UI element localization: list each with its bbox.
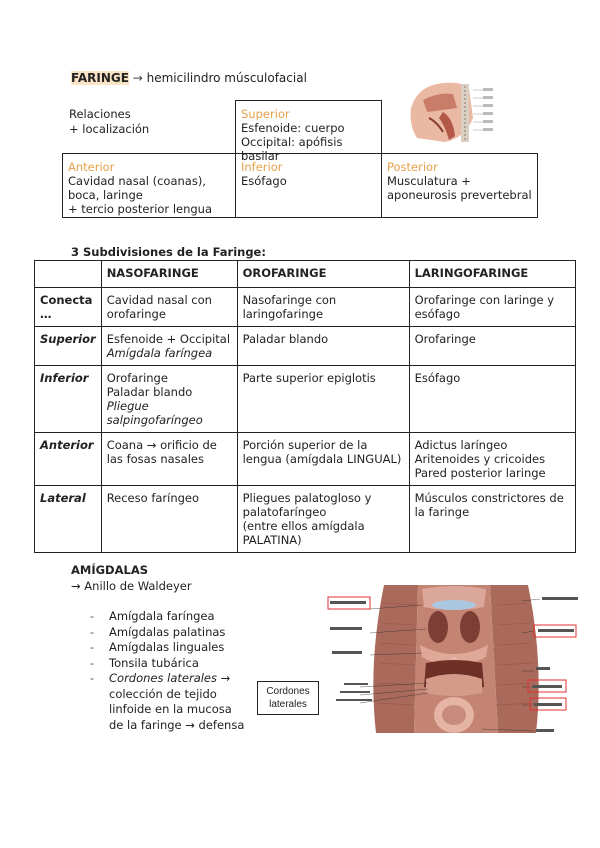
table-header-oro: OROFARINGE — [237, 261, 409, 288]
cell-line: Pliegues palatogloso y palatofaríngeo — [242, 491, 372, 519]
section-title — [71, 71, 307, 85]
list-item-cordones — [90, 671, 244, 733]
amigdalas-title: AMÍGDALAS — [71, 563, 149, 577]
relation-text: Esófago — [241, 174, 287, 188]
relation-text: Musculatura + — [387, 174, 471, 188]
table-header-naso: NASOFARINGE — [101, 261, 237, 288]
table-row-lateral — [35, 486, 576, 553]
table-row-anterior — [35, 433, 576, 486]
table-row-conecta — [35, 288, 576, 327]
arrow-icon: → — [217, 671, 231, 685]
relation-box-superior — [235, 100, 382, 163]
cordones-line: laterales — [269, 699, 307, 710]
cell: Orofaringe con laringe y esófago — [409, 288, 575, 327]
cell: Músculos constrictores de la faringe — [409, 486, 575, 553]
table-header-row — [35, 261, 576, 288]
row-head: Lateral — [35, 486, 102, 553]
cell: Receso faríngeo — [101, 486, 237, 553]
table-row-inferior — [35, 366, 576, 433]
relation-box-posterior — [381, 153, 538, 218]
relation-box-anterior — [62, 153, 236, 218]
relation-text: Esfenoide: cuerpo — [241, 121, 345, 135]
table-header-empty — [35, 261, 102, 288]
list-item-italic: Cordones laterales — [109, 671, 218, 685]
cell-line: Paladar blando — [106, 385, 193, 399]
list-item-text: Tonsila tubárica — [109, 655, 199, 670]
pharynx-posterior-view-image — [322, 583, 584, 739]
cell-line: (entre ellos amígdala PALATINA) — [242, 519, 365, 547]
row-head: Anterior — [35, 433, 102, 486]
list-item-text: linfoide en la mucosa — [109, 702, 232, 716]
cell-line: Aritenoides y cricoides — [414, 452, 546, 466]
arrow-icon: → — [132, 71, 143, 85]
list-item-text: Amígdala faríngea — [109, 609, 215, 623]
list-item — [90, 609, 244, 625]
cell: Esófago — [409, 366, 575, 433]
cell-line: Esfenoide + Occipital — [106, 332, 231, 346]
subdivisions-title: 3 Subdivisiones de la Faringe: — [71, 245, 266, 259]
cell: Parte superior epiglotis — [237, 366, 409, 433]
list-item — [90, 640, 244, 656]
subdivisions-table — [34, 260, 576, 553]
amigdalas-list — [90, 609, 244, 733]
cell: Porción superior de la lengua (amígdala LINGUAL) — [237, 433, 409, 486]
relation-text: aponeurosis prevertebral — [387, 188, 532, 202]
relation-heading: Superior — [241, 107, 290, 121]
cell — [101, 366, 237, 433]
cell — [237, 486, 409, 553]
dash-bullet: - — [90, 640, 95, 654]
relation-heading: Posterior — [387, 160, 438, 174]
amigdalas-subtitle: → Anillo de Waldeyer — [71, 579, 192, 593]
list-item-text: Amígdalas linguales — [109, 640, 225, 654]
relation-text: Cavidad nasal (coanas), — [68, 174, 206, 188]
row-head: Conecta … — [35, 288, 102, 327]
cell — [409, 433, 575, 486]
cordones-line: Cordones — [266, 686, 310, 697]
cell-line: Amígdala faríngea — [106, 346, 213, 360]
relation-text: boca, laringe — [68, 188, 143, 202]
definition-text: hemicilindro músculofacial — [146, 71, 307, 85]
cell — [101, 327, 237, 366]
cell: Coana → orificio de las fosas nasales — [101, 433, 237, 486]
list-item-text: Amígdalas palatinas — [109, 624, 226, 639]
cell-line: Pliegue salpingofaríngeo — [106, 399, 203, 427]
cell: Nasofaringe con laringofaringe — [237, 288, 409, 327]
relations-label — [69, 107, 149, 137]
cell: Paladar blando — [237, 327, 409, 366]
relation-heading: Inferior — [241, 160, 283, 174]
relations-label-line2: + localización — [69, 122, 150, 136]
row-head: Inferior — [35, 366, 102, 433]
term-highlight: FARINGE — [71, 71, 129, 85]
dash-bullet: - — [90, 609, 95, 623]
cell: Orofaringe — [409, 327, 575, 366]
relation-heading: Anterior — [68, 160, 115, 174]
list-item-text: colección de tejido — [109, 686, 217, 701]
list-item-text: de la faringe → defensa — [109, 717, 245, 732]
dash-bullet: - — [90, 624, 95, 639]
relation-box-inferior — [235, 153, 382, 218]
dash-bullet: - — [90, 671, 95, 685]
list-item — [90, 656, 244, 672]
dash-bullet: - — [90, 655, 95, 670]
row-head: Superior — [35, 327, 102, 366]
cell: Cavidad nasal con orofaringe — [101, 288, 237, 327]
relations-label-line1: Relaciones — [69, 107, 131, 121]
pharynx-sagittal-image — [403, 78, 495, 146]
relation-text: Occipital: apófisis basilar — [241, 135, 343, 163]
relation-text: + tercio posterior lengua — [68, 202, 213, 216]
table-row-superior — [35, 327, 576, 366]
table-header-laringo: LARINGOFARINGE — [409, 261, 575, 288]
list-item — [90, 625, 244, 641]
cordones-laterales-label — [257, 681, 319, 715]
cell-line: Pared posterior laringe — [414, 466, 546, 480]
cell-line: Adictus laríngeo — [414, 438, 508, 452]
cell-line: Orofaringe — [106, 371, 168, 385]
